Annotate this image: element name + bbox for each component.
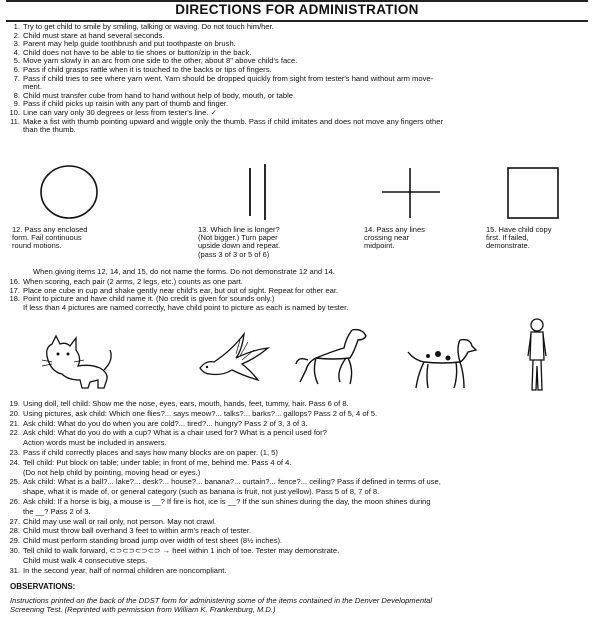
instruction-number: 17. xyxy=(9,285,20,295)
instruction-text: Move yarn slowly in an arc from one side to the other, about 8" above child's face. xyxy=(23,56,298,66)
instruction-text: Pass if child grasps rattle when it is touched to the backs or tips of fingers. xyxy=(23,65,272,74)
instruction-number: 29. xyxy=(9,536,20,546)
circle-figure xyxy=(36,162,106,224)
dog-picture xyxy=(398,332,482,394)
instruction-text: Action words must be included in answers. xyxy=(23,438,167,448)
instruction-text: Try to get child to smile by smiling, talking or waving. Do not touch him/her. xyxy=(23,22,274,31)
horse-picture xyxy=(292,322,372,394)
page-title: DIRECTIONS FOR ADMINISTRATION xyxy=(175,2,419,17)
instruction-text: than the thumb. xyxy=(23,125,76,135)
instruction-text: Child must throw ball overhand 3 feet to within arm's reach of tester. xyxy=(23,526,252,536)
instruction-number: 3. xyxy=(13,39,20,49)
instruction-text: Child must stare at hand several seconds. xyxy=(23,30,165,40)
instruction-text: Pass if child tries to see where yarn went. Yarn should be dropped quickly from sight from tester's hand without arm move- xyxy=(23,73,434,83)
ddst-directions-page xyxy=(6,0,594,628)
instruction-text: In the second year, half of normal children are noncompliant. xyxy=(23,565,227,575)
cat-picture xyxy=(38,330,118,392)
instruction-text: Make a fist with thumb pointing upward and wiggle only the thumb. Pass if child imitates and does not move any fingers other xyxy=(23,116,443,126)
instruction-number: 16. xyxy=(9,277,20,286)
instruction-number: 2. xyxy=(13,30,20,40)
man-picture xyxy=(522,316,552,396)
caption-item-15: 15. Have child copy first. If failed, demonstrate. xyxy=(486,225,552,251)
instruction-number: 8. xyxy=(13,90,20,100)
caption-item-12: 12. Pass any enclosed form. Fail continuous round motions. xyxy=(12,225,88,251)
instruction-text: Pass if child picks up raisin with any part of thumb and finger. xyxy=(23,99,229,109)
instruction-number: 22. xyxy=(9,428,20,438)
instruction-text: Using pictures, ask child: Which one flies?... says meow?... talks?... barks?... gallops? Pass 2 of 5, 4 of 5. xyxy=(23,408,378,418)
instruction-text: Ask child: What do you do when you are cold?... tired?... hungry? Pass 2 of 3, 3 of 3. xyxy=(23,418,308,428)
instruction-text: Child must perform standing broad jump over width of test sheet (8½ inches). xyxy=(23,536,283,546)
instruction-number: 23. xyxy=(9,448,20,457)
instruction-number: 10. xyxy=(9,108,20,117)
instruction-number: 24. xyxy=(9,457,20,467)
two-lines-figure xyxy=(238,162,278,224)
instruction-text: (Do not help child by pointing, moving head or eyes.) xyxy=(23,467,201,477)
forms-note: When giving items 12, 14, and 15, do not name the forms. Do not demonstrate 12 and 14. xyxy=(33,267,335,276)
instruction-number: 26. xyxy=(9,497,20,506)
instruction-text: shape, what it is made of, or general category (such as banana is fruit, not just yellow). Pass 5 of 8, 7 of 8. xyxy=(23,487,380,497)
instruction-text: Child must transfer cube from hand to hand without help of body, mouth, or table. xyxy=(23,90,296,100)
instruction-text: Pass if child correctly places and says how many blocks are on paper. (1, 5) xyxy=(23,448,278,457)
instruction-text: the __? Pass 2 of 3. xyxy=(23,506,91,516)
instruction-number: 31. xyxy=(9,565,20,575)
instruction-number: 30. xyxy=(9,546,20,555)
instruction-text: Ask child: What do you do with a cup? What is a chair used for? What is a pencil used for? xyxy=(23,428,327,438)
instruction-text: Child must walk 4 consecutive steps. xyxy=(23,555,148,565)
bird-picture xyxy=(192,324,278,394)
instruction-number: 21. xyxy=(9,418,20,428)
instruction-text: Parent may help guide toothbrush and put toothpaste on brush. xyxy=(23,39,236,49)
cross-figure xyxy=(376,162,446,224)
instruction-number: 25. xyxy=(9,477,20,487)
footer-note: Instructions printed on the back of the DDST form for administering some of the items contained in the Denver Developmental Screening Test. (Reprinted with permission from William K. Frankenburg, M.D.) xyxy=(10,596,433,614)
instruction-text: Using doll, tell child: Show me the nose, eyes, ears, mouth, hands, feet, tummy, hair. Pass 6 of 8. xyxy=(23,399,349,408)
instruction-number: 28. xyxy=(9,526,20,536)
square-figure xyxy=(498,162,568,224)
instruction-text: Ask child: What is a ball?... lake?... desk?... house?... banana?... curtain?... fence?... ceiling? Pass if defined in terms of use, xyxy=(23,477,441,487)
instruction-number: 27. xyxy=(9,516,20,526)
instruction-number: 7. xyxy=(13,73,20,83)
instruction-number: 19. xyxy=(9,399,20,408)
instruction-text: When scoring, each pair (2 arms, 2 legs, etc.) counts as one part. xyxy=(23,277,243,286)
instruction-number: 20. xyxy=(9,408,20,418)
instruction-text: Child does not have to be able to tie shoes or button/zip in the back. xyxy=(23,47,252,57)
instruction-number: 18. xyxy=(9,294,20,304)
instruction-number: 4. xyxy=(13,47,20,57)
caption-item-14: 14. Pass any lines crossing near midpoint. xyxy=(364,225,425,251)
observations-label: OBSERVATIONS: xyxy=(10,582,76,591)
instruction-number: 5. xyxy=(13,56,20,66)
instruction-text: If less than 4 pictures are named correctly, have child point to picture as each is named by tester. xyxy=(23,302,349,312)
instruction-text: Tell child: Put block on table; under table; in front of me, behind me. Pass 4 of 4. xyxy=(23,457,292,467)
instruction-number: 1. xyxy=(13,22,20,31)
instruction-text: Tell child to walk forward, ⊂⊃⊂⊃⊂⊃⊂⊃ → heel within 1 inch of toe. Tester may demonstrate. xyxy=(23,546,340,555)
instruction-text: Line can vary only 30 degrees or less from tester's line. ✓ xyxy=(23,108,217,117)
instruction-text: Ask child: If a horse is big, a mouse is __? If fire is hot, ice is __? If the sun shines during the day, the moon shines during xyxy=(23,497,431,506)
instruction-number: 11. xyxy=(10,116,20,126)
instruction-number: 6. xyxy=(13,65,20,74)
instruction-text: Place one cube in cup and shake gently near child's ear, but out of sight. Repeat for other ear. xyxy=(23,285,339,295)
instruction-text: ment. xyxy=(23,82,42,92)
caption-item-13: 13. Which line is longer? (Not bigger.) Turn paper upside down and repeat. (pass 3 of 3 or 5 of 6) xyxy=(198,225,281,259)
instruction-text: Child may use wall or rail only, not person. May not crawl. xyxy=(23,516,217,526)
instruction-text: Point to picture and have child name it. (No credit is given for sounds only.) xyxy=(23,294,275,304)
instruction-number: 9. xyxy=(13,99,20,109)
